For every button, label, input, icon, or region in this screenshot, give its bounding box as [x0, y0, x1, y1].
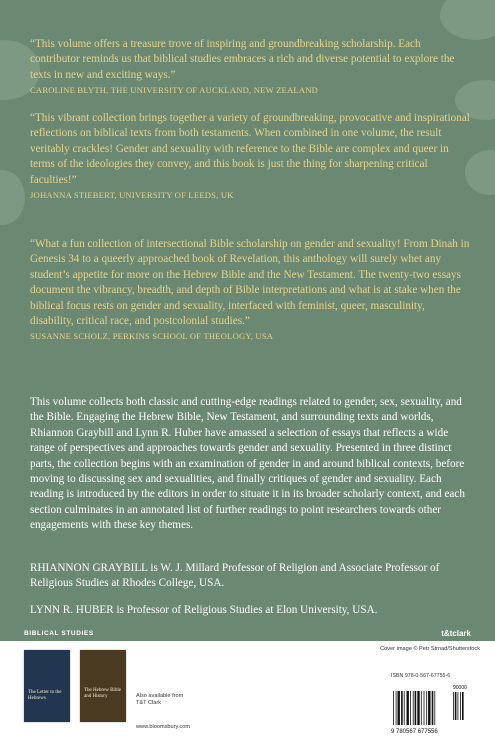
author-bio-2 [30, 603, 470, 618]
quote-text: “What a fun collection of intersectional Bible scholarship on gender and sexuality! From Dinah in Genesis 34 to a queerly approached book of Revelation, this anthology will surely whet any student’s appetite for more on the Hebrew Bible and the New Testament. The twenty-two essays document the vibrancy, breadth, and depth of Bible interpretations and what is at stake when the biblical focus rests on gender and sexuality, interfaced with feminist, queer, masculinity, disability, critical race, and postcolonial studies.” [30, 238, 470, 328]
bio-text: LYNN R. HUBER is Professor of Religious Studies at Elon University, USA. [30, 604, 378, 616]
footer-panel [0, 627, 495, 750]
category-label: BIBLICAL STUDIES [24, 630, 94, 637]
quote-1 [30, 37, 470, 99]
author-bio-1 [30, 561, 470, 592]
book-thumbnail [80, 650, 126, 722]
isbn-text: ISBN 978-0-567-67755-6 [391, 673, 451, 679]
quote-3 [30, 237, 470, 345]
barcode-digits: 9 780567 677556 [391, 729, 438, 735]
decorative-blob [0, 170, 25, 225]
quote-attribution: SUSANNE SCHOLZ, PERKINS SCHOOL OF THEOLOGY, USA [30, 331, 274, 342]
also-available-text: Also available from T&T Clark [136, 693, 184, 706]
barcode-addon-digits: 90000 [453, 685, 467, 691]
barcode [391, 683, 471, 735]
website-text: www.bloomsbury.com [136, 724, 190, 730]
book-title: The Letter to the Hebrews [28, 690, 62, 701]
decorative-blob [440, 0, 495, 40]
cover-credit: Cover image © Petr Strnad/Shutterstock [380, 646, 480, 652]
quote-text: “This vibrant collection brings together a variety of groundbreaking, provocative and inspirational reflections on biblical texts from both testaments. When combined in one volume, the result veritably crackles! Gender and sexuality with reference to the Bible are complex and queer in terms of the ideologies they convey, and this book is just the thing for sharpening critical faculties!” [30, 112, 470, 186]
bio-text: RHIANNON GRAYBILL is W. J. Millard Professor of Religion and Associate Professor of Religious Studies at Rhodes College, USA. [30, 562, 440, 590]
book-description [30, 395, 470, 534]
publisher-logo: t&tclark [441, 629, 471, 638]
quote-attribution: JOHANNA STIEBERT, UNIVERSITY OF LEEDS, UK [30, 190, 234, 201]
description-text: This volume collects both classic and cutting-edge readings related to gender, sex, sexuality, and the Bible. Engaging the Hebrew Bible, New Testament, and surrounding texts and worlds, Rhiannon Graybill and Lynn R. Huber have amassed a selection of essays that reflects a wide range of perspectives and approaches towards gender and sexuality. Presented in three distinct parts, the collection begins with an examination of gender in and around biblical contexts, before moving to discussing sex and sexualities, and finally critiques of gender and sexuality. Each reading is introduced by the editors in order to situate it in its broader scholarly context, and each section culminates in an annotated list of further readings to point researchers towards other engagements with these key themes. [30, 396, 465, 532]
book-thumbnail [24, 650, 70, 722]
book-title: The Hebrew Bible and History [84, 688, 121, 699]
quote-attribution: CAROLINE BLYTH, THE UNIVERSITY OF AUCKLAND, NEW ZEALAND [30, 85, 319, 96]
quote-text: “This volume offers a treasure trove of inspiring and groundbreaking scholarship. Each contributor reminds us that biblical studies embraces a rich and diverse potential to explore the texts in new and exciting ways.” [30, 38, 455, 81]
category-band [0, 627, 495, 641]
quote-2 [30, 111, 470, 203]
